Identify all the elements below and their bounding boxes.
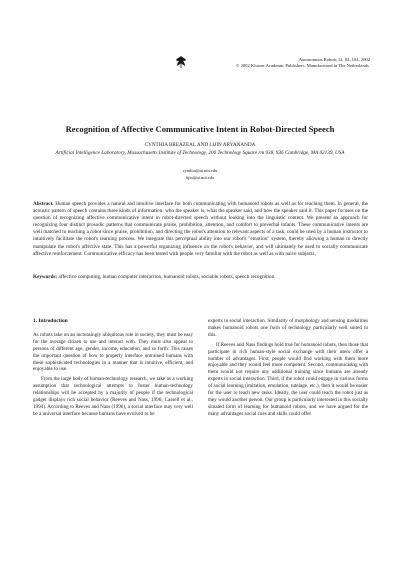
body-paragraph: From the large body of human-technology research, we take as a working assumption that technological attempts to foster human-technology relationships will be accepted by a majority of people if the technological gadget displays rich social behavior (Reeves and Nass, 1996; Cassell et al., 1994). According to Reeves and Nass (1996), a social interface may very well be a universal interface because humans have evolved to be <box>33 376 193 417</box>
author-email[interactable]: lijin@ai.mit.edu <box>185 175 215 180</box>
keywords-text: affective computing, human computer interaction, humanoid robots, sociable robots, speech recognition <box>58 274 275 280</box>
keywords-label: Keywords: <box>33 274 58 280</box>
paper-title: Recognition of Affective Communicative Intent in Robot-Directed Speech <box>65 124 335 134</box>
author-email[interactable]: cynthia@ai.mit.edu <box>182 168 218 173</box>
journal-header <box>200 57 370 69</box>
publisher-logo-icon <box>174 55 188 69</box>
abstract-text: Human speech provides a natural and intuitive interface for both communicating with humanoid robots as well as for teaching them. In general, the acoustic pattern of speech contains three kinds of information: who the speaker is, what the speaker said, and how the speaker said it. This paper focuses on the question of recognizing affective communicative intent in robot-directed speech without looking into the linguistic content. We present an approach for recognizing four distinct prosodic patterns that communicate praise, prohibition, attention, and comfort to preverbal infants. These communicative intents are well matched to teaching a robot since praise, prohibition, and directing the robot's attention to relevant aspects of a task, could be used by a human instructor to intuitively facilitate the robot's learning process. We integrate this perceptual ability into our robot's "emotion" system, thereby allowing a human to directly manipulate the robot's affective state. This has a powerful organizing influence on the robot's behavior, and will ultimately be used to socially communicate affective reinforcement. Communicative efficacy has been tested with people very familiar with the robot as well as with naive subjects. <box>33 201 368 257</box>
body-paragraph: As robots take on an increasingly ubiquitous role in society, they must be easy for the average citizen to use and interact with. They must also appeal to persons of different age, gender, income, education, and so forth. This raises the important question of how to properly interface untrained humans with these sophisticated technologies in a manner that is intuitive, efficient, and enjoyable to use. <box>33 331 193 373</box>
paper-authors: CYNTHIA BREAZEAL AND LIJIN ARYANANDA <box>144 142 256 148</box>
abstract <box>33 201 368 258</box>
body-paragraph: If Reeves and Nass findings hold true for humanoid robots, then those that participate in rich human-style social exchange with their users offer a number of advantages. First, people would find working with them more enjoyable and they would feel more competent. Second, communicating with them would not require any additional training since humans are already experts in social interaction. Third, if the robot could engage in various forms of social learning (imitation, emulation, tutelage, etc.), then it would be easier for the user to teach new tasks. Ideally, the user could teach the robot just as they would another person. Our group is particularly interested in this socially situated form of learning for humanoid robots, and we have argued for the many advantages social cues and skills could offer <box>208 341 368 417</box>
body-paragraph: experts in social interaction. Similarity of morphology and sensing modalities makes humanoid robots one form of technology particularly well suited to this. <box>208 318 368 338</box>
author-emails <box>20 167 380 181</box>
section-heading: 1. Introduction <box>33 318 68 324</box>
keywords <box>33 274 368 281</box>
body-column-right <box>208 318 368 418</box>
body-column-left <box>33 318 193 418</box>
author-affiliation: Artificial Intelligence Laboratory, Massachusetts Institute of Technology, 200 Technology Square rm 938, 936 Cambridge, MA 02139, USA <box>55 150 345 156</box>
copyright-line: © 2002 Kluwer Academic Publishers. Manufactured in The Netherlands. <box>235 63 370 68</box>
journal-citation: Autonomous Robots 12, 83–104, 2002 <box>298 57 370 62</box>
abstract-label: Abstract. <box>33 201 54 207</box>
